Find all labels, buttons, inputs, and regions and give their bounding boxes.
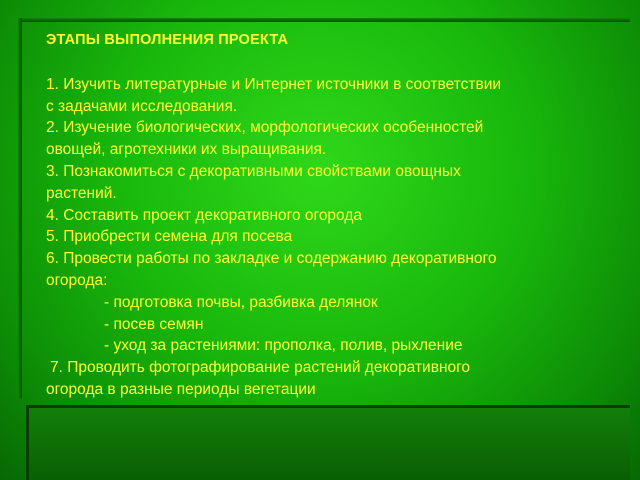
step-3-line-1: 3. Познакомиться с декоративными свойствами овощных bbox=[46, 162, 461, 180]
step-5-line: 5. Приобрести семена для посева bbox=[46, 228, 293, 246]
frame-top-border bbox=[18, 18, 630, 22]
step-4-line: 4. Составить проект декоративного огорода bbox=[46, 206, 363, 224]
step-2-line-2: овощей, агротехники их выращивания. bbox=[46, 141, 327, 159]
step-7-line-1: 7. Проводить фотографирование растений декоративного bbox=[50, 359, 471, 377]
step-6-subitem-care: - уход за растениями: прополка, полив, рыхление bbox=[104, 337, 463, 355]
step-7-line-2: огорода в разные периоды вегетации bbox=[46, 380, 316, 398]
step-6-subitem-sowing: - посев семян bbox=[104, 315, 204, 333]
step-6-line-2: огорода: bbox=[46, 271, 108, 289]
step-6-line-1: 6. Провести работы по закладке и содержанию декоративного bbox=[46, 250, 497, 268]
step-3-line-2: растений. bbox=[46, 184, 117, 202]
frame-left-border bbox=[18, 18, 22, 398]
bottom-panel bbox=[26, 405, 630, 480]
step-1-line-1: 1. Изучить литературные и Интернет источники в соответствии bbox=[46, 75, 502, 93]
slide-title: ЭТАПЫ ВЫПОЛНЕНИЯ ПРОЕКТА bbox=[46, 32, 289, 48]
step-1-line-2: с задачами исследования. bbox=[46, 97, 238, 115]
step-6-subitem-soil: - подготовка почвы, разбивка делянок bbox=[104, 293, 378, 311]
slide-content bbox=[46, 30, 626, 401]
step-2-line-1: 2. Изучение биологических, морфологических особенностей bbox=[46, 119, 484, 137]
